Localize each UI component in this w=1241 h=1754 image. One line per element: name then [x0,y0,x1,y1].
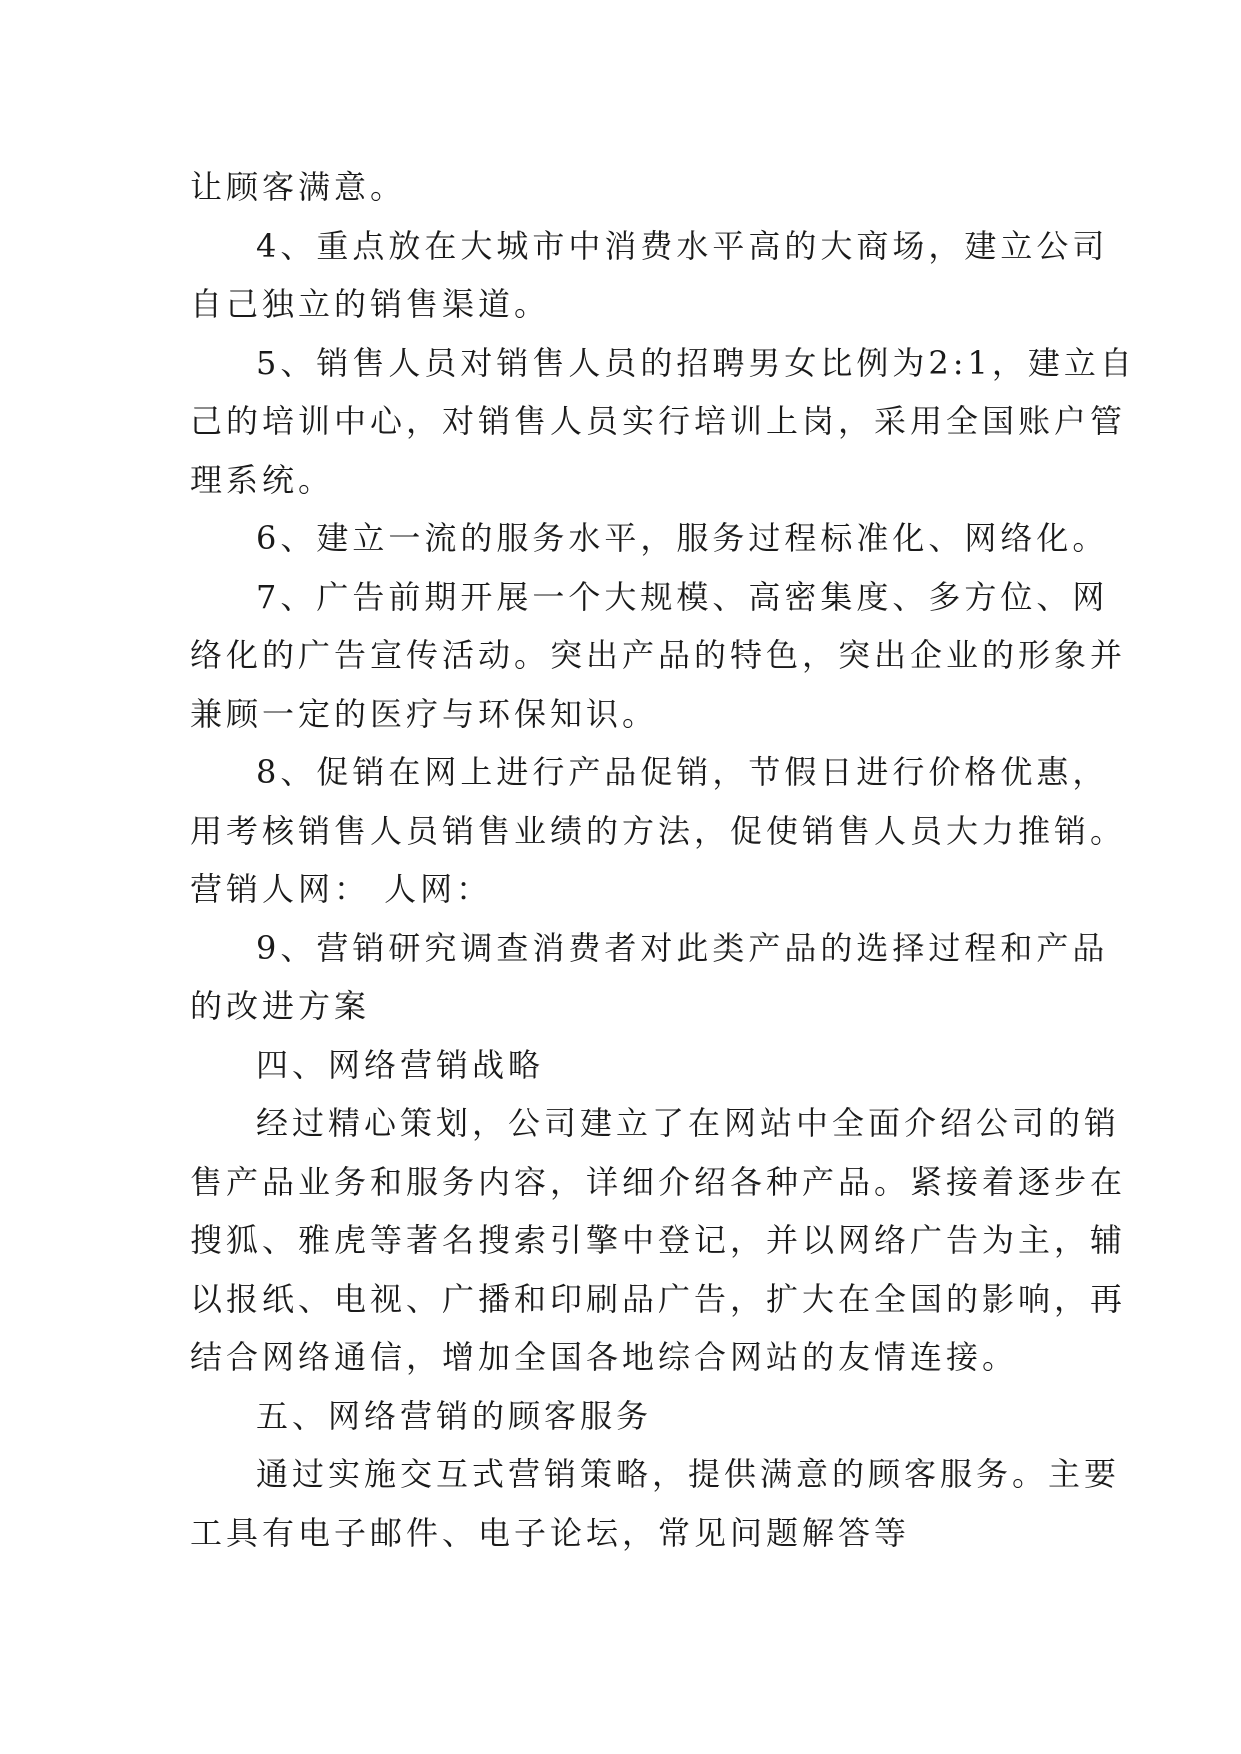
text-line-12: 用考核销售人员销售业绩的方法，促使销售人员大力推销。 [190,811,1127,850]
text-line-11: 8、促销在网上进行产品促销，节假日进行价格优惠， [256,753,1109,791]
text-line-9: 络化的广告宣传活动。突出产品的特色，突出企业的形象并 [190,636,1127,674]
text-line-21: 结合网络通信，增加全国各地综合网站的友情连接。 [190,1338,1019,1376]
document-body [190,158,1136,1562]
text-line-19: 搜狐、雅虎等著名搜索引擎中登记，并以网络广告为主，辅 [190,1221,1127,1259]
text-line-18: 售产品业务和服务内容，详细介绍各种产品。紧接着逐步在 [190,1162,1127,1201]
text-line-3: 自己独立的销售渠道。 [190,285,551,323]
text-line-14: 9、营销研究调查消费者对此类产品的选择过程和产品 [256,928,1109,967]
section-heading-5: 五、网络营销的顾客服务 [256,1396,653,1435]
text-line-6: 理系统。 [190,460,335,499]
text-line-5: 己的培训中心，对销售人员实行培训上岗，采用全国账户管 [190,402,1127,440]
text-line-8: 7、广告前期开展一个大规模、高密集度、多方位、网 [256,577,1109,616]
text-line-15: 的改进方案 [190,987,371,1025]
text-line-2: 4、重点放在大城市中消费水平高的大商场，建立公司 [256,226,1109,265]
section-heading-4: 四、网络营销战略 [256,1045,545,1084]
text-line-7: 6、建立一流的服务水平，服务过程标准化、网络化。 [256,519,1109,557]
text-line-4: 5、销售人员对销售人员的招聘男女比例为2:1，建立自 [256,343,1136,382]
text-line-20: 以报纸、电视、广播和印刷品广告，扩大在全国的影响，再 [190,1279,1127,1318]
text-line-10: 兼顾一定的医疗与环保知识。 [190,694,659,733]
text-line-13: 营销人网： 人网： [190,870,493,908]
text-line-17: 经过精心策划，公司建立了在网站中全面介绍公司的销 [256,1104,1121,1142]
text-line-1: 让顾客满意。 [190,168,407,206]
text-line-23: 通过实施交互式营销策略，提供满意的顾客服务。主要 [256,1455,1121,1493]
text-line-24: 工具有电子邮件、电子论坛，常见问题解答等 [190,1513,911,1552]
